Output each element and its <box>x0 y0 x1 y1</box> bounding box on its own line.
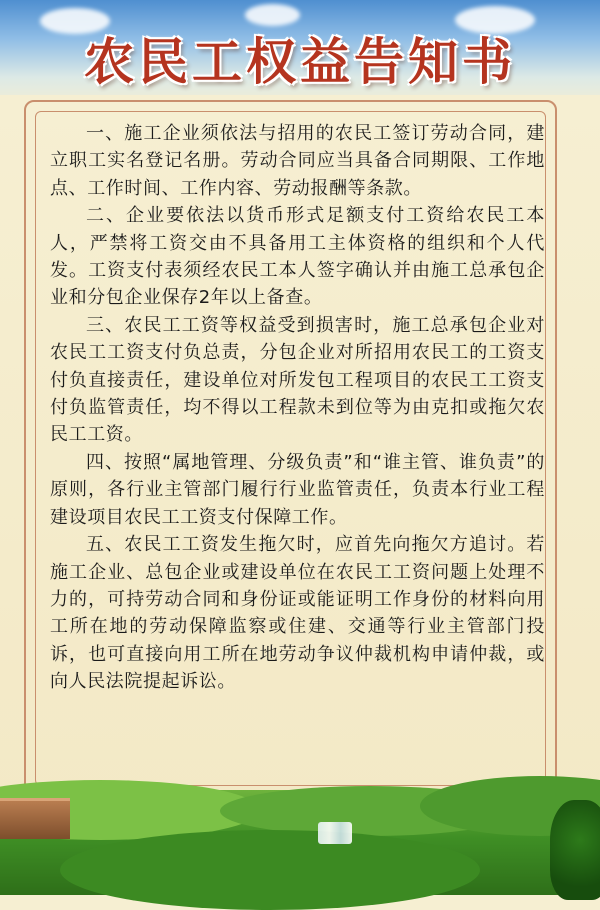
notice-paragraph-2: 二、企业要依法以货币形式足额支付工资给农民工本人，严禁将工资交由不具备用工主体资格的组织和个人代发。工资支付表须经农民工本人签字确认并由施工总承包企业和分包企业保存2年以上备查。 <box>50 205 545 309</box>
notice-paragraph-1: 一、施工企业须依法与招用的农民工签订劳动合同，建立职工实名登记名册。劳动合同应当具备合同期限、工作地点、工作时间、工作内容、劳动报酬等条款。 <box>50 123 545 199</box>
tree-illustration <box>550 800 600 900</box>
hill <box>60 830 480 910</box>
notice-paragraph-3: 三、农民工工资等权益受到损害时，施工总承包企业对农民工工资支付负总责，分包企业对所招用农民工的工资支付负直接责任，建设单位对所发包工程项目的农民工工资支付负监管责任，均不得以工程款未到位等为由克扣或拖欠农民工工资。 <box>50 314 545 446</box>
notice-body <box>50 120 545 696</box>
page-title: 农民工权益告知书 <box>84 32 516 91</box>
green-hills-landscape <box>0 790 600 895</box>
notice-paragraph-5: 五、农民工工资发生拖欠时，应首先向拖欠方追讨。若施工企业、总包企业或建设单位在农民工工资问题上处理不力的，可持劳动合同和身份证或能证明工作身份的材料向用工所在地的劳动保障监察或住建、交通等行业主管部门投诉，也可直接向用工所在地劳动争议仲裁机构申请仲裁，或向人民法院提起诉讼。 <box>50 534 545 693</box>
waterfall-illustration <box>318 822 352 844</box>
house-illustration <box>0 798 70 839</box>
notice-paragraph-4: 四、按照“属地管理、分级负责”和“谁主管、谁负责”的原则，各行业主管部门履行行业监管责任，负责本行业工程建设项目农民工工资支付保障工作。 <box>50 451 545 528</box>
